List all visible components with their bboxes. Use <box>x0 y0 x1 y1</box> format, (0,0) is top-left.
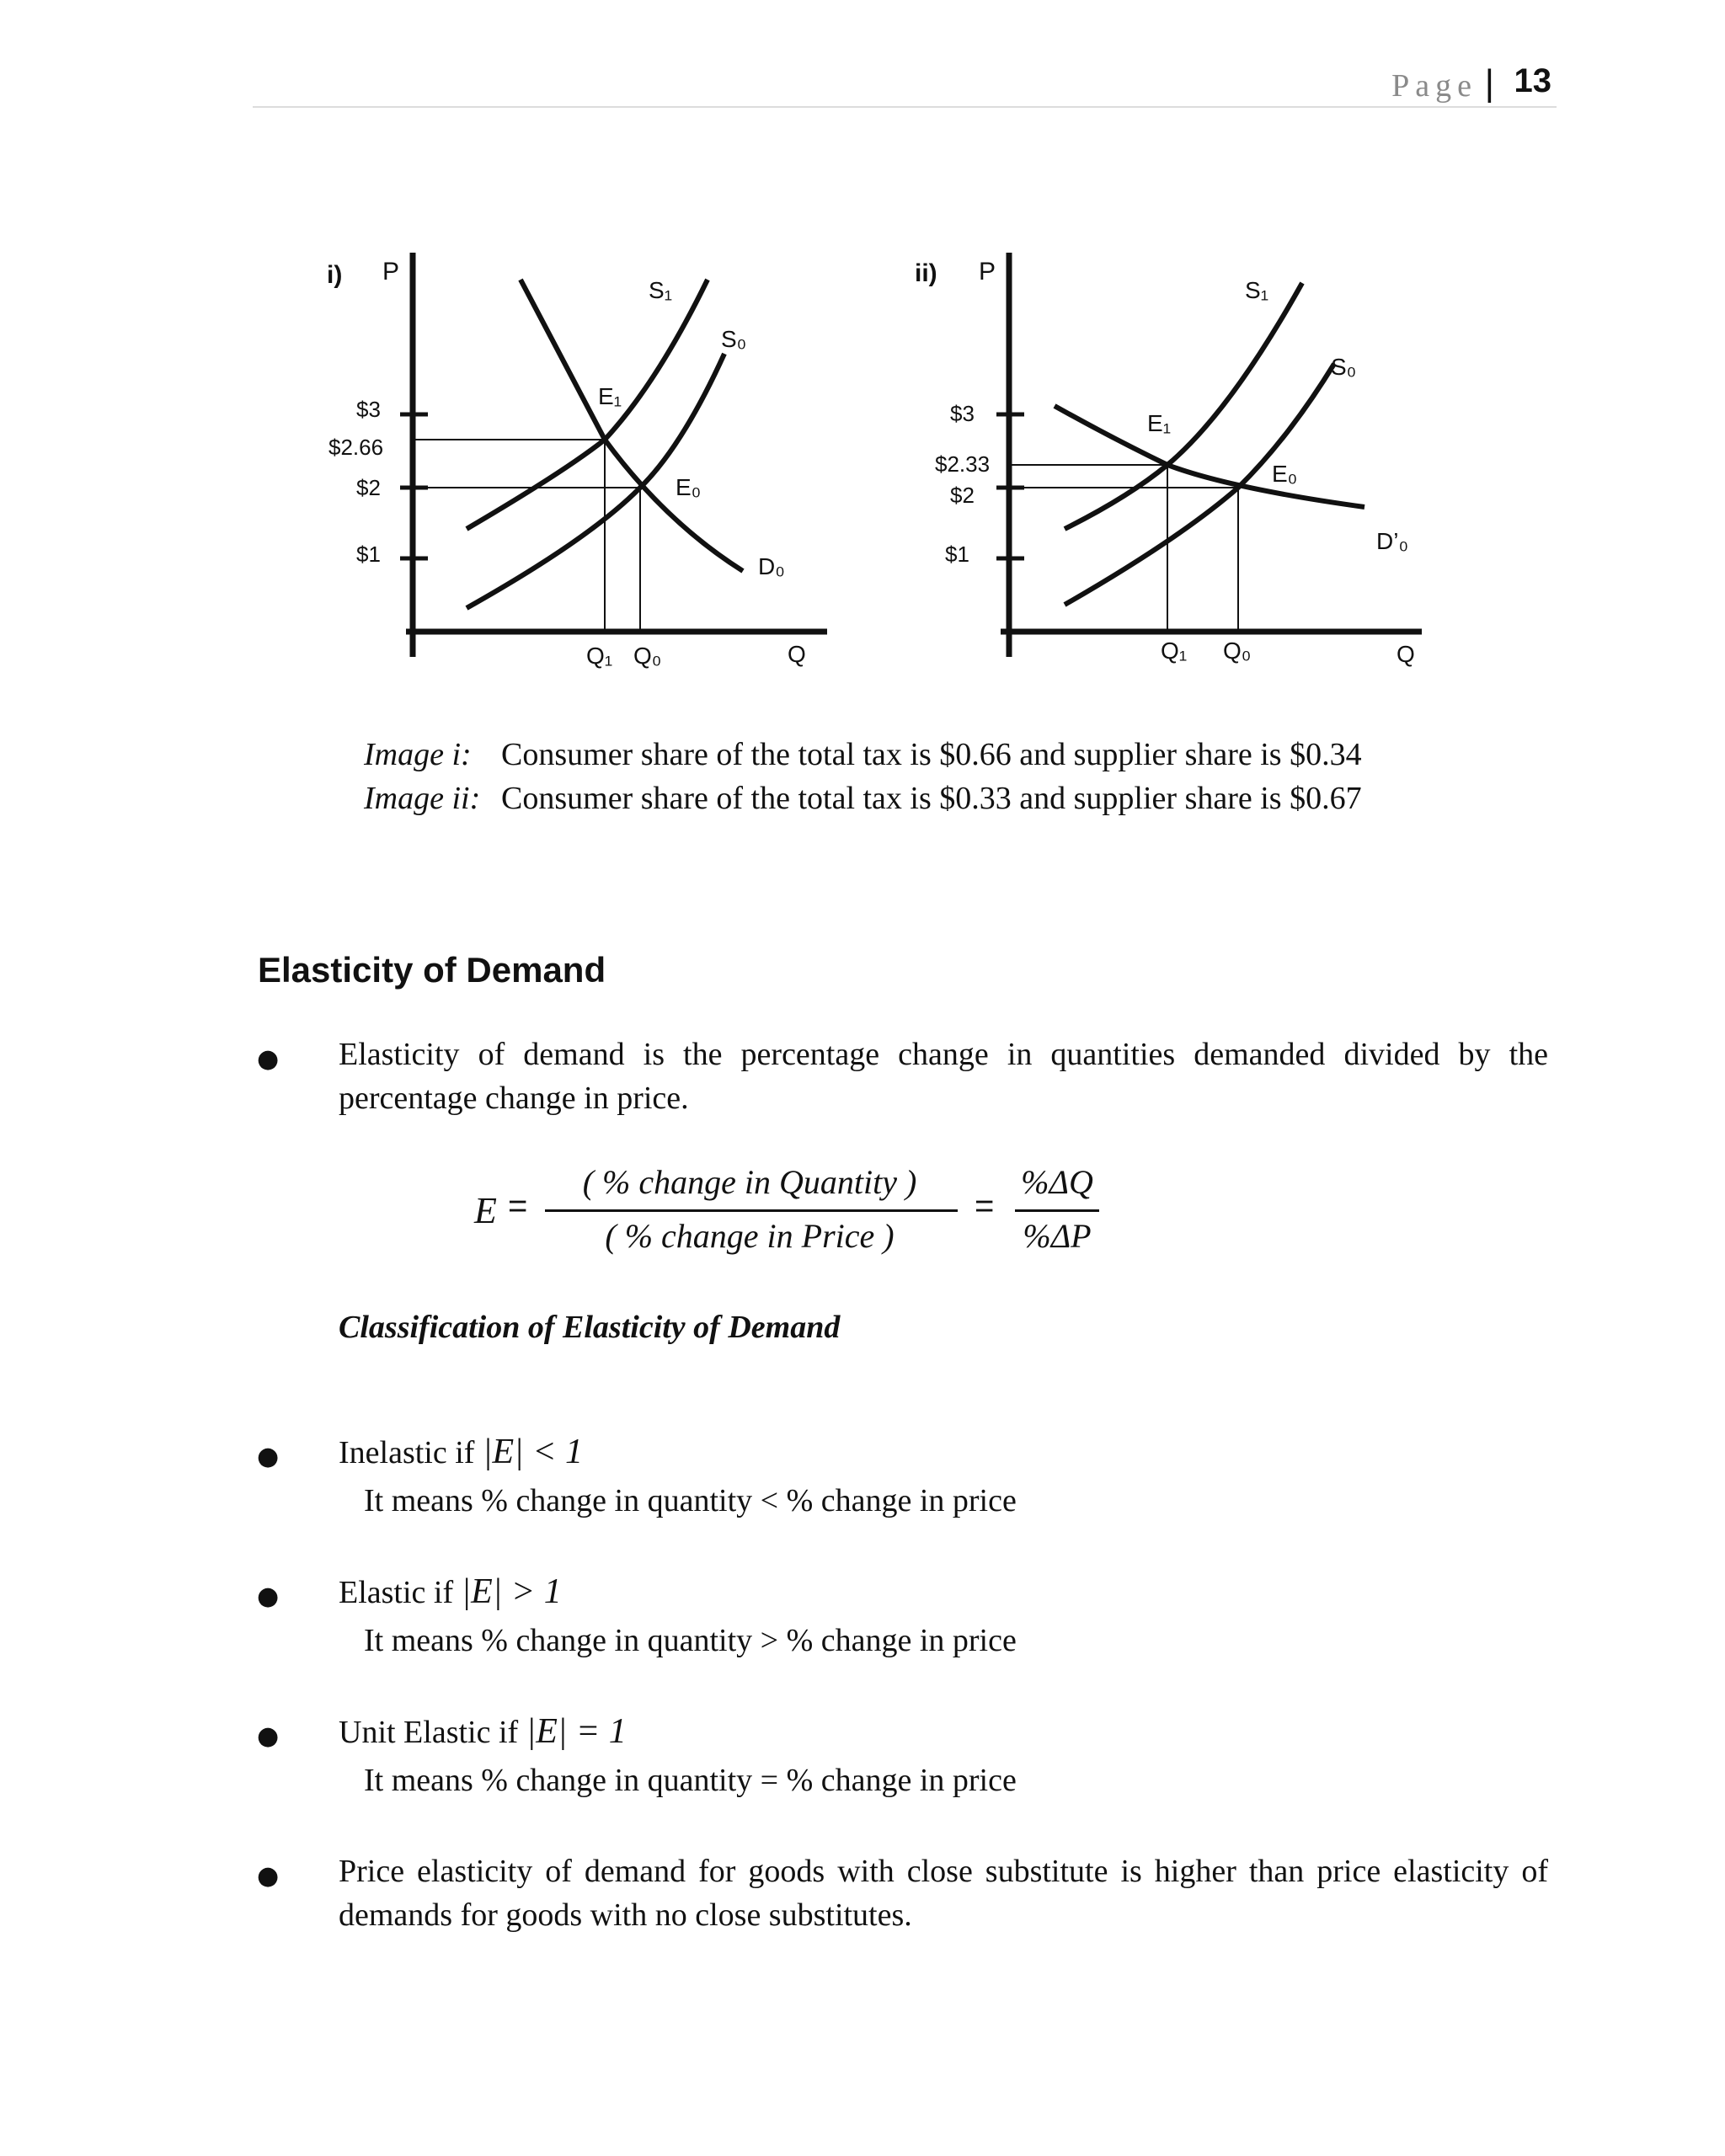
item-inelastic <box>339 1432 583 1472</box>
item-inelastic-condition: |E| < 1 <box>482 1433 584 1471</box>
graph-ii-q1-label: Q₁ <box>1161 638 1188 664</box>
item-elastic-note: It means % change in quantity > % change in price <box>364 1623 1017 1658</box>
classification-title: Classification of Elasticity of Demand <box>339 1310 841 1345</box>
graph-ii-price-2: $2 <box>950 483 975 508</box>
bullet-definition: ● <box>257 1044 280 1074</box>
elasticity-formula <box>467 1162 1141 1263</box>
graph-i-e1-label: E₁ <box>598 383 622 409</box>
graph-i-q-label: Q <box>788 641 806 667</box>
bullet-unit-elastic: ● <box>257 1721 280 1751</box>
bullet-closing: ● <box>257 1861 280 1891</box>
item-elastic-label: Elastic if <box>339 1575 454 1610</box>
graph-ii-p-label: P <box>979 258 996 286</box>
item-unit-elastic <box>339 1711 627 1752</box>
item-unit-elastic-note: It means % change in quantity = % change in price <box>364 1763 1017 1798</box>
formula-numerator-2: %ΔQ <box>1021 1163 1093 1201</box>
graph-i-price-1: $1 <box>356 542 381 567</box>
formula-fraction-bar-2 <box>1015 1209 1099 1212</box>
graph-ii-label: ii) <box>915 259 937 287</box>
graph-ii <box>910 244 1466 682</box>
formula-lhs: E <box>474 1190 497 1231</box>
graph-i-d0-label: D₀ <box>758 553 785 579</box>
definition-paragraph: Elasticity of demand is the percentage change in quantities demanded divided by the percentage change in price. <box>339 1037 1548 1116</box>
graph-i-s1-label: S₁ <box>649 277 673 303</box>
graph-ii-q0-label: Q₀ <box>1223 638 1252 664</box>
caption-ii-label: Image ii: <box>364 781 481 816</box>
formula-equals-2: = <box>975 1187 995 1225</box>
caption-image-i <box>364 736 1362 773</box>
closing-paragraph: Price elasticity of demand for goods with close substitute is higher than price elasticity of demands for goods with no close substitutes. <box>339 1854 1548 1933</box>
page-label: Page <box>1391 68 1477 104</box>
item-inelastic-note: It means % change in quantity < % change in price <box>364 1483 1017 1518</box>
formula-fraction-bar <box>545 1209 958 1212</box>
graph-i-price-3: $3 <box>356 397 381 422</box>
caption-ii-text: Consumer share of the total tax is $0.33 and supplier share is $0.67 <box>501 781 1362 816</box>
graph-i <box>312 244 868 682</box>
graph-i-price-2: $2 <box>356 475 381 500</box>
graph-i-s0-label: S₀ <box>721 326 747 352</box>
item-elastic <box>339 1572 562 1612</box>
graph-ii-price-3: $3 <box>950 401 975 426</box>
graph-i-label: i) <box>327 261 343 289</box>
formula-equals: = <box>508 1187 528 1225</box>
bullet-inelastic: ● <box>257 1442 280 1471</box>
graph-i-q1-label: Q₁ <box>586 643 613 669</box>
graph-ii-price-233: $2.33 <box>935 451 991 477</box>
graph-i-e0-label: E₀ <box>676 474 702 500</box>
page-number: 13 <box>1514 62 1551 99</box>
graph-ii-s0-label: S₀ <box>1331 354 1357 380</box>
caption-image-ii <box>364 780 1362 817</box>
graph-ii-s1-label: S₁ <box>1245 277 1269 303</box>
formula-denominator: ( % change in Price ) <box>605 1217 895 1255</box>
item-unit-elastic-condition: |E| = 1 <box>526 1712 627 1751</box>
graph-i-d0-curve <box>521 280 743 571</box>
graph-ii-price-1: $1 <box>945 542 969 567</box>
page-header <box>253 61 1557 108</box>
caption-i-label: Image i: <box>364 737 472 772</box>
item-elastic-condition: |E| > 1 <box>461 1572 562 1611</box>
page-separator: | <box>1484 62 1494 104</box>
formula-denominator-2: %ΔP <box>1023 1217 1092 1255</box>
graph-ii-d0-label: D’₀ <box>1376 528 1409 554</box>
graph-ii-e0-label: E₀ <box>1272 461 1298 487</box>
graph-i-p-label: P <box>382 258 400 286</box>
graph-ii-q-label: Q <box>1397 641 1415 667</box>
graph-i-q0-label: Q₀ <box>633 643 662 669</box>
bullet-elastic: ● <box>257 1582 280 1611</box>
section-title: Elasticity of Demand <box>258 950 606 990</box>
formula-numerator: ( % change in Quantity ) <box>582 1163 917 1201</box>
caption-i-text: Consumer share of the total tax is $0.66 and supplier share is $0.34 <box>501 737 1362 772</box>
item-inelastic-label: Inelastic if <box>339 1435 475 1470</box>
graph-ii-e1-label: E₁ <box>1147 410 1172 436</box>
graph-i-price-266: $2.66 <box>328 435 384 460</box>
item-unit-elastic-label: Unit Elastic if <box>339 1715 519 1750</box>
